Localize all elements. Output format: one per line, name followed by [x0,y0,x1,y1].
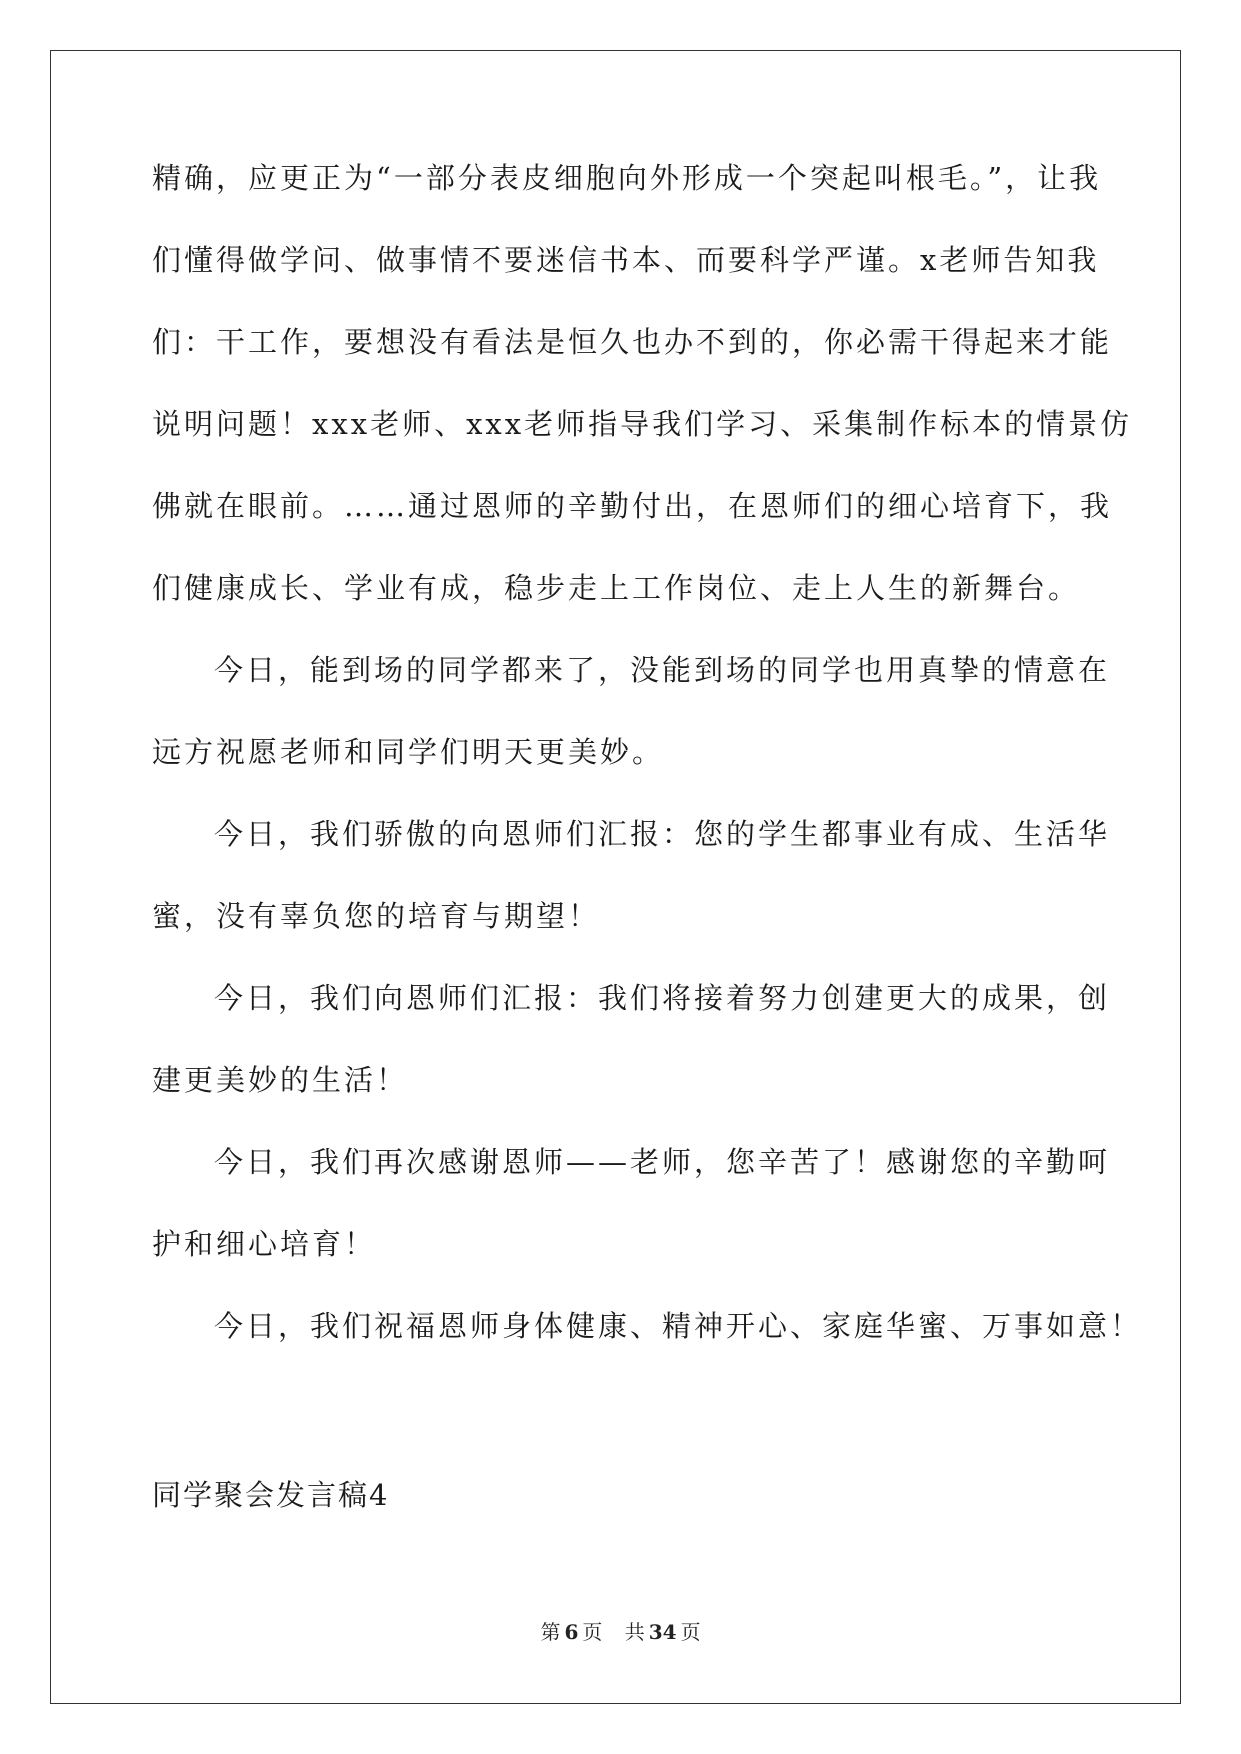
paragraph-line: 蜜，没有辜负您的培育与期望！ [152,899,601,933]
page-suffix: 页 [582,1620,603,1644]
section-heading: 同学聚会发言稿4 [152,1478,390,1512]
total-suffix: 页 [680,1620,701,1644]
paragraph-line: 今日，我们祝福恩师身体健康、精神开心、家庭华蜜、万事如意！ [214,1309,1143,1343]
paragraph-line: 们懂得做学问、做事情不要迷信书本、而要科学严谨。x老师告知我 [152,243,1100,277]
paragraph-line: 远方祝愿老师和同学们明天更美妙。 [152,735,665,769]
page-footer [0,1620,1241,1644]
total-indicator [621,1620,705,1644]
paragraph-line: 今日，能到场的同学都来了，没能到场的同学也用真挚的情意在 [214,653,1111,687]
paragraph-line: 精确，应更正为“一部分表皮细胞向外形成一个突起叫根毛。”，让我 [152,161,1102,195]
total-pages: 34 [648,1620,677,1644]
paragraph-line: 佛就在眼前。……通过恩师的辛勤付出，在恩师们的细心培育下，我 [152,489,1113,523]
paragraph-line: 今日，我们向恩师们汇报：我们将接着努力创建更大的成果，创 [214,981,1111,1015]
page-number: 6 [564,1620,579,1644]
paragraph-line: 们：干工作，要想没有看法是恒久也办不到的，你必需干得起来才能 [152,325,1113,359]
paragraph-line: 建更美妙的生活！ [152,1063,409,1097]
paragraph-line: 今日，我们再次感谢恩师——老师，您辛苦了！感谢您的辛勤呵 [214,1145,1111,1179]
paragraph-line: 护和细心培育！ [152,1227,377,1261]
total-prefix: 共 [624,1620,645,1644]
page-prefix: 第 [540,1620,561,1644]
paragraph-line: 今日，我们骄傲的向恩师们汇报：您的学生都事业有成、生活华 [214,817,1111,851]
page-indicator [536,1620,606,1644]
document-body [152,158,1143,1388]
paragraph-line: 说明问题！xxx老师、xxx老师指导我们学习、采集制作标本的情景仿 [152,407,1133,441]
paragraph-line: 们健康成长、学业有成，稳步走上工作岗位、走上人生的新舞台。 [152,571,1081,605]
